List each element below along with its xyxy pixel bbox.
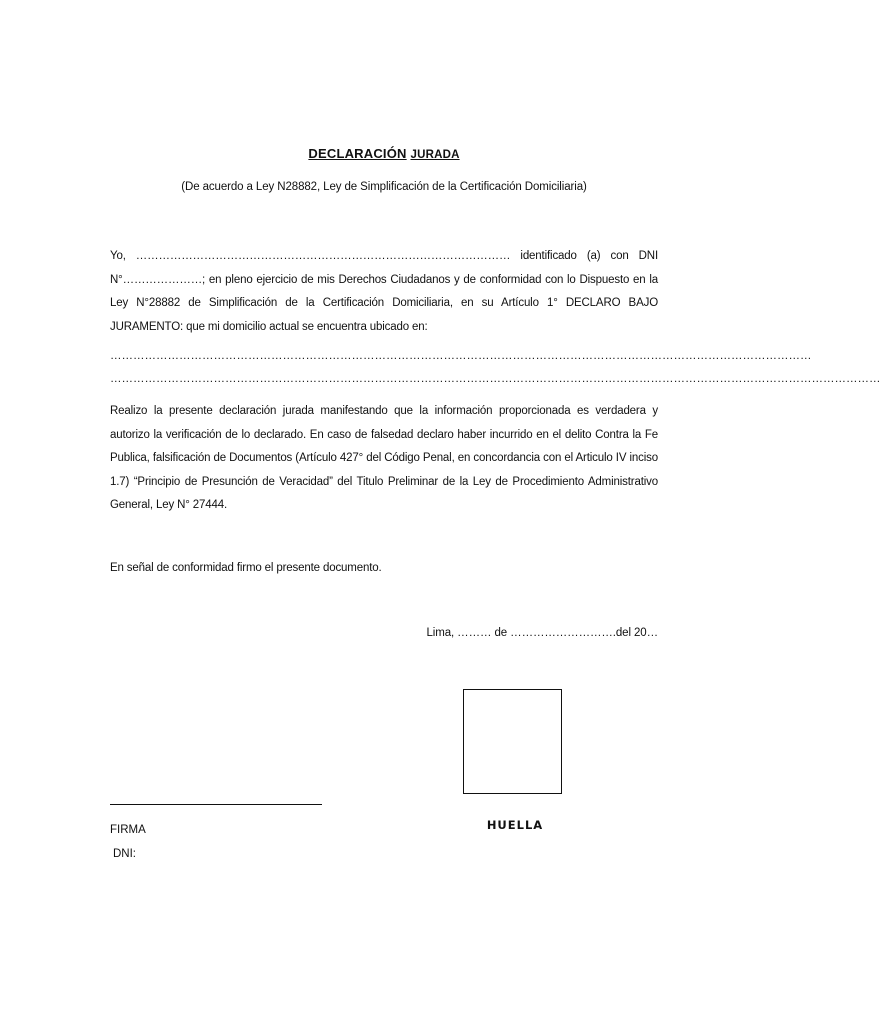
document-title <box>0 146 768 161</box>
address-line-2: ………………………………………………………………………………………………………………………………………………………………………………… <box>110 373 881 385</box>
conformity-statement: En señal de conformidad firmo el presente documento. <box>110 562 382 574</box>
address-line-1: ………………………………………………………………………………………………………………………………………………………………… <box>110 350 812 362</box>
fingerprint-label: HUELLA <box>486 818 544 832</box>
document-subtitle: (De acuerdo a Ley N28882, Ley de Simplificación de la Certificación Domiciliaria) <box>181 181 587 193</box>
title-main: DECLARACIÓN <box>308 146 407 161</box>
legal-paragraph: Realizo la presente declaración jurada manifestando que la información proporcionada es verdadera y autorizo la verificación de lo declarado. En caso de falsedad declaro haber incurrido en el delito Contra la Fe Publica, falsificación de Documentos (Artículo 427° del Código Penal, en concordancia con el Articulo IV inciso 1.7) “Principio de Presunción de Veracidad” del Titulo Preliminar de la Ley de Procedimiento Administrativo General, Ley N° 27444. <box>110 405 658 511</box>
title-small: JURADA <box>410 149 460 161</box>
dni-label: DNI: <box>113 848 136 860</box>
declaration-paragraph: Yo, ……………………………………………………………………………………… identificado (a) con DNI N°…………………; en pleno ejercicio de mis Derechos Ciudadanos y de conformidad con lo Dispuesto en la Ley N°28882 de Simplificación de la Certificación Domiciliaria, en su Artículo 1° DECLARO BAJO JURAMENTO: que mi domicilio actual se encuentra ubicado en: <box>110 250 658 333</box>
signature-label: FIRMA <box>110 824 146 836</box>
fingerprint-box <box>463 689 562 794</box>
place-date-line: Lima, ……… de ……………………….del 20… <box>426 627 658 639</box>
signature-line <box>110 804 322 805</box>
